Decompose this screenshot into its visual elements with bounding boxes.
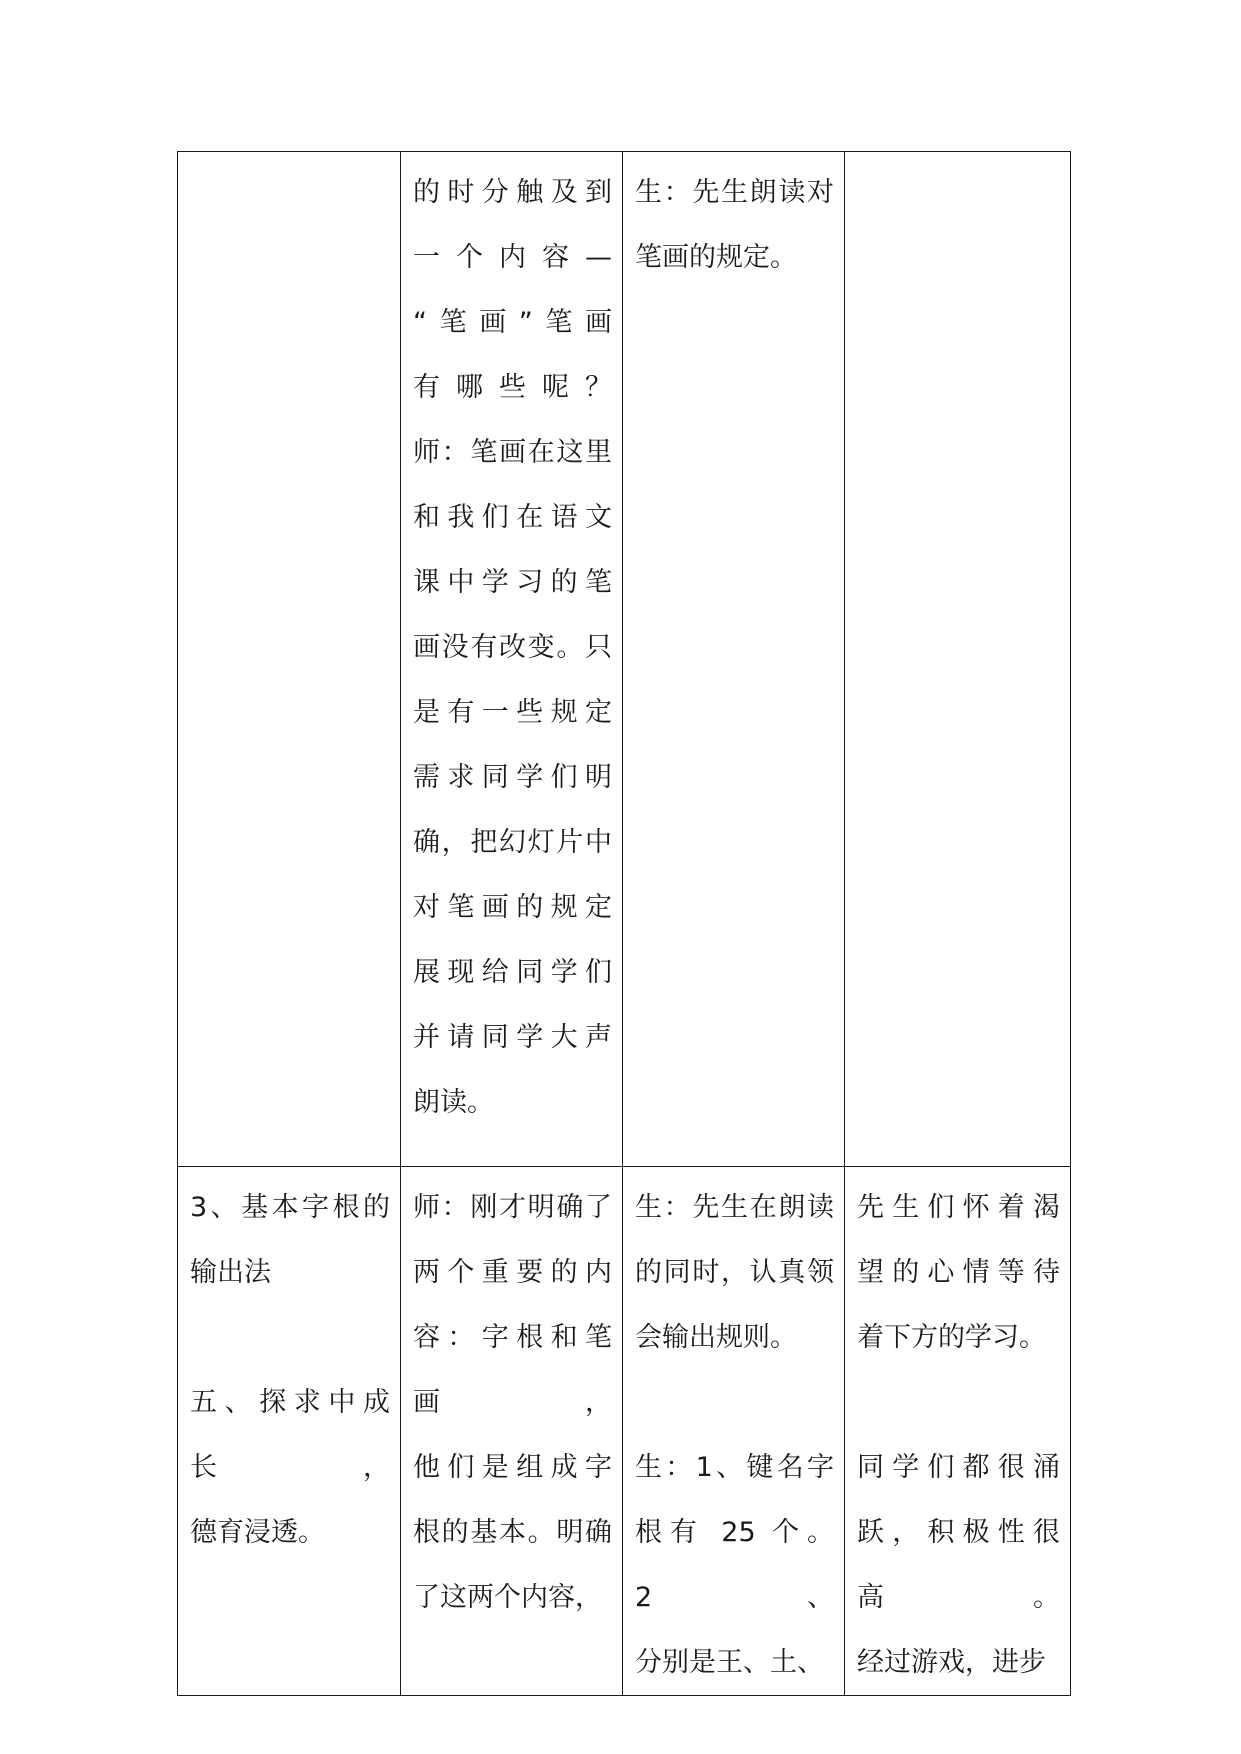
cell-text-line: 3、基本字根的: [190, 1192, 390, 1223]
cell-text-line: 两个重要的内: [413, 1257, 612, 1288]
cell-text-line: 确，把幻灯片中: [413, 827, 612, 858]
teacher-activity-cell: [401, 152, 623, 1167]
cell-text-line: 画没有改变。只: [413, 632, 612, 663]
cell-text-line: 师：刚才明确了: [413, 1192, 612, 1223]
cell-text-line: 有哪些呢？: [413, 372, 612, 403]
cell-text-line: 展现给同学们: [413, 957, 612, 988]
design-intent-cell: [845, 152, 1071, 1167]
cell-text-line: 跃，积极性很高。: [857, 1517, 1060, 1613]
design-intent-cell: [845, 1167, 1071, 1696]
cell-text-line: 生：1、键名字: [635, 1452, 834, 1483]
cell-text-line: 需求同学们明: [413, 762, 612, 793]
table-row: [178, 1167, 1071, 1696]
cell-text-line: 着下方的学习。: [857, 1322, 1046, 1353]
blank-line: [190, 1305, 390, 1370]
cell-text-line: 输出法: [190, 1257, 271, 1288]
cell-text-line: 先生们怀着渴: [857, 1192, 1060, 1223]
cell-text-line: 根的基本。明确: [413, 1517, 612, 1548]
teacher-activity-cell: [401, 1167, 623, 1696]
cell-text-line: 经过游戏，进步: [857, 1647, 1046, 1678]
cell-text-line: 的同时，认真领: [635, 1257, 834, 1288]
cell-text-line: 一 个 内 容 —: [413, 242, 612, 273]
cell-text-line: 并请同学大声: [413, 1022, 612, 1053]
cell-text-line: 望的心情等待: [857, 1257, 1060, 1288]
cell-text-line: “笔画”笔画: [413, 307, 612, 338]
blank-line: [857, 1370, 1060, 1435]
cell-text-line: 容：字根和笔画，: [413, 1322, 612, 1418]
cell-text-line: 同学们都很涌: [857, 1452, 1060, 1483]
cell-text-line: 对笔画的规定: [413, 892, 612, 923]
cell-text-line: 了这两个内容，: [413, 1582, 602, 1613]
cell-text-line: 课中学习的笔: [413, 567, 612, 598]
cell-text-line: 是有一些规定: [413, 697, 612, 728]
stage-cell: [178, 1167, 401, 1696]
blank-line: [635, 1370, 834, 1435]
cell-text-line: 他们是组成字: [413, 1452, 612, 1483]
cell-text-line: 五、探求中成长，: [190, 1387, 390, 1483]
student-activity-cell: [623, 152, 845, 1167]
cell-text-line: 生：先生在朗读: [635, 1192, 834, 1223]
cell-text-line: 朗读。: [413, 1087, 494, 1118]
cell-text-line: 会输出规则。: [635, 1322, 797, 1353]
table-row: [178, 152, 1071, 1167]
cell-text-line: 的时分触及到: [413, 177, 612, 208]
student-activity-cell: [623, 1167, 845, 1696]
lesson-plan-table: [177, 151, 1071, 1696]
cell-text-line: 根有 25 个。2、: [635, 1517, 834, 1613]
cell-text-line: 分别是王、土、: [635, 1647, 824, 1678]
cell-text-line: 和我们在语文: [413, 502, 612, 533]
cell-text-line: 德育浸透。: [190, 1517, 325, 1548]
cell-text-line: 笔画的规定。: [635, 242, 797, 273]
cell-text-line: 生：先生朗读对: [635, 177, 834, 208]
cell-text-line: 师：笔画在这里: [413, 437, 612, 468]
stage-cell: [178, 152, 401, 1167]
